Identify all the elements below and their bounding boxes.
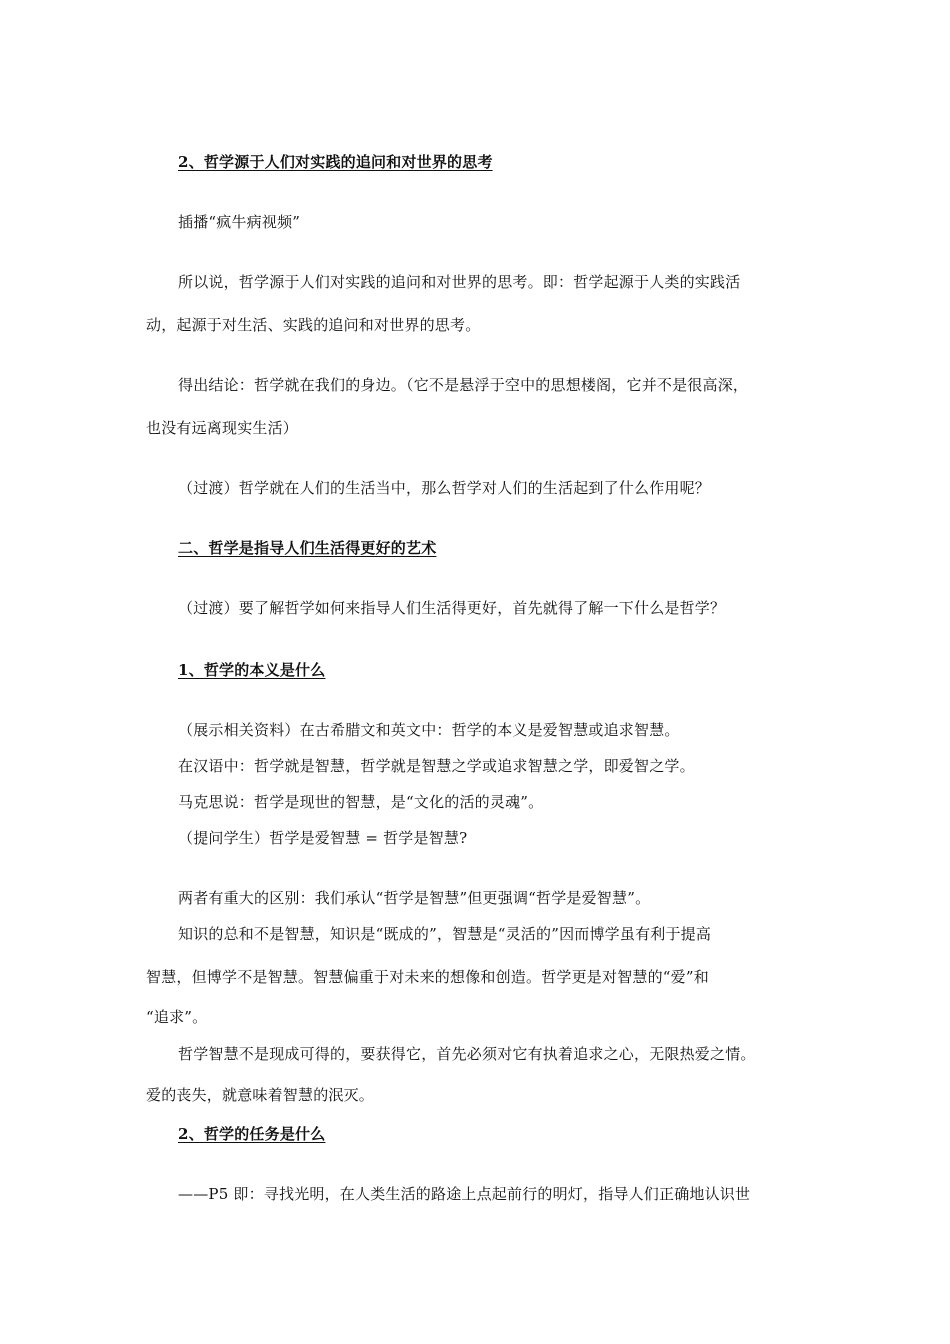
paragraph-line: 在汉语中：哲学就是智慧，哲学就是智慧之学或追求智慧之学，即爱智之学。 — [178, 757, 695, 775]
paragraph-line: 爱的丧失，就意味着智慧的泯灭。 — [146, 1086, 375, 1104]
paragraph-line: 马克思说：哲学是现世的智慧，是“文化的活的灵魂”。 — [178, 793, 544, 811]
paragraph-line: （提问学生）哲学是爱智慧 = 哲学是智慧? — [178, 829, 468, 847]
paragraph-line: （过渡）要了解哲学如何来指导人们生活得更好，首先就得了解一下什么是哲学？ — [178, 599, 726, 617]
paragraph-line: 得出结论：哲学就在我们的身边。（它不是悬浮于空中的思想楼阁，它并不是很高深， — [178, 376, 749, 394]
paragraph-line: ——P5 即：寻找光明，在人类生活的路途上点起前行的明灯，指导人们正确地认识世 — [178, 1185, 751, 1203]
section-heading: 2、哲学源于人们对实践的追问和对世界的思考 — [178, 153, 493, 171]
paragraph-line: 两者有重大的区别：我们承认“哲学是智慧”但更强调“哲学是爱智慧”。 — [178, 889, 651, 907]
section-heading: 1、哲学的本义是什么 — [178, 661, 326, 679]
paragraph-line: 动，起源于对生活、实践的追问和对世界的思考。 — [146, 316, 481, 334]
paragraph-line: 知识的总和不是智慧，知识是“既成的”，智慧是“灵活的”因而博学虽有利于提高 — [178, 925, 712, 943]
paragraph-line: 智慧，但博学不是智慧。智慧偏重于对未来的想像和创造。哲学更是对智慧的“爱”和 — [146, 968, 709, 986]
paragraph-line: （展示相关资料）在古希腊文和英文中：哲学的本义是爱智慧或追求智慧。 — [178, 721, 680, 739]
paragraph-line: 哲学智慧不是现成可得的，要获得它，首先必须对它有执着追求之心，无限热爱之情。 — [178, 1045, 756, 1063]
paragraph-line: 插播“疯牛病视频” — [178, 213, 301, 231]
section-heading: 2、哲学的任务是什么 — [178, 1125, 326, 1143]
paragraph-line: 所以说，哲学源于人们对实践的追问和对世界的思考。即：哲学起源于人类的实践活 — [178, 273, 741, 291]
paragraph-line: （过渡）哲学就在人们的生活当中，那么哲学对人们的生活起到了什么作用呢？ — [178, 479, 711, 497]
paragraph-line: “追求”。 — [146, 1008, 208, 1026]
paragraph-line: 也没有远离现实生活） — [146, 419, 299, 437]
section-heading: 二、哲学是指导人们生活得更好的艺术 — [178, 539, 437, 557]
